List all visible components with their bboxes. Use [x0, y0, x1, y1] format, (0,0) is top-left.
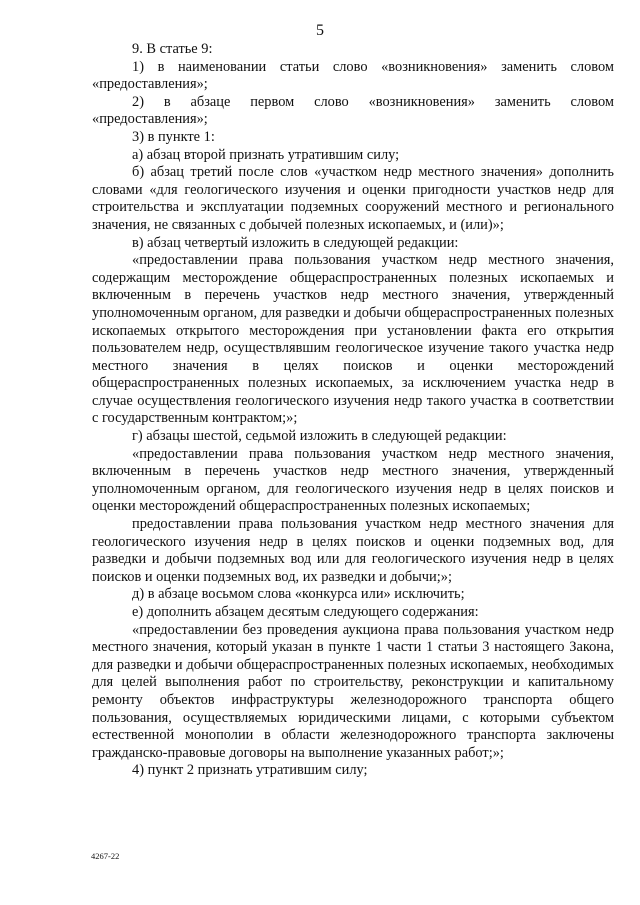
paragraph: «предоставлении права пользования участком недр местного значения, включенным в перечень участков недр местного значения, утвержденный уполномоченным органом, для геологического изучения недр в целях поисков и оценки месторождений общераспространенных полезных ископаемых; [92, 445, 614, 515]
paragraph: е) дополнить абзацем десятым следующего содержания: [132, 604, 479, 620]
paragraph: 1) в наименовании статьи слово «возникновения» заменить словом «предоставления»; [92, 58, 614, 93]
page-number: 5 [316, 22, 324, 39]
paragraph: 2) в абзаце первом слово «возникновения» заменить словом «предоставления»; [92, 93, 614, 128]
paragraph: 4) пункт 2 признать утратившим силу; [132, 762, 368, 779]
paragraph: б) абзац третий после слов «участком недр местного значения» дополнить словами «для геологического изучения и оценки пригодности участков недр для строительства и эксплуатации подземных сооружений местного и регионального значения, не связанных с добычей полезных ископаемых, и (или)»; [92, 164, 614, 233]
paragraph: д) в абзаце восьмом слова «конкурса или» исключить; [132, 586, 465, 603]
paragraph: «предоставлении без проведения аукциона права пользования участком недр местного значения, который указан в пункте 1 части 1 статьи 3 настоящего Закона, для разведки и добычи общераспространенных полезных ископаемых, необходимых для целей выполнения работ по строительству, реконструкции и капитальному ремонту объектов инфраструктуры железнодорожного транспорта общего пользования, осуществляемых юридическими лицами, с которыми субъектом естественной монополии в области железнодорожного транспорта заключены гражданско-правовые договоры на выполнение указанных работ;»; [92, 621, 614, 761]
paragraph: «предоставлении права пользования участком недр местного значения, содержащим месторождение общераспространенных полезных ископаемых и включенным в перечень участков недр местного значения, утвержденный уполномоченным органом, для разведки и добычи общераспространенных полезных ископаемых открытого месторождения при установлении факта его открытия пользователем недр, осуществлявшим геологическое изучение такого участка недр местного значения в целях поисков и оценки месторождений общераспространенных полезных ископаемых, за исключением участка недр в случае осуществления геологического изучения недр такого участка в соответствии с государственным контрактом;»; [92, 252, 614, 427]
document-code: 4267-22 [91, 851, 120, 861]
paragraph: предоставлении права пользования участком недр местного значения для геологического изучения недр в целях поисков и оценки подземных вод, для разведки и добычи подземных вод или для геологического изучения недр в целях поисков и оценки подземных вод, их разведки и добычи;»; [92, 516, 614, 585]
paragraph: 9. В статье 9: [132, 41, 213, 57]
paragraph: г) абзацы шестой, седьмой изложить в следующей редакции: [132, 428, 507, 445]
document-body [92, 41, 614, 780]
paragraph: в) абзац четвертый изложить в следующей редакции: [132, 234, 459, 251]
paragraph: а) абзац второй признать утратившим силу; [132, 146, 400, 163]
paragraph: 3) в пункте 1: [132, 128, 215, 145]
